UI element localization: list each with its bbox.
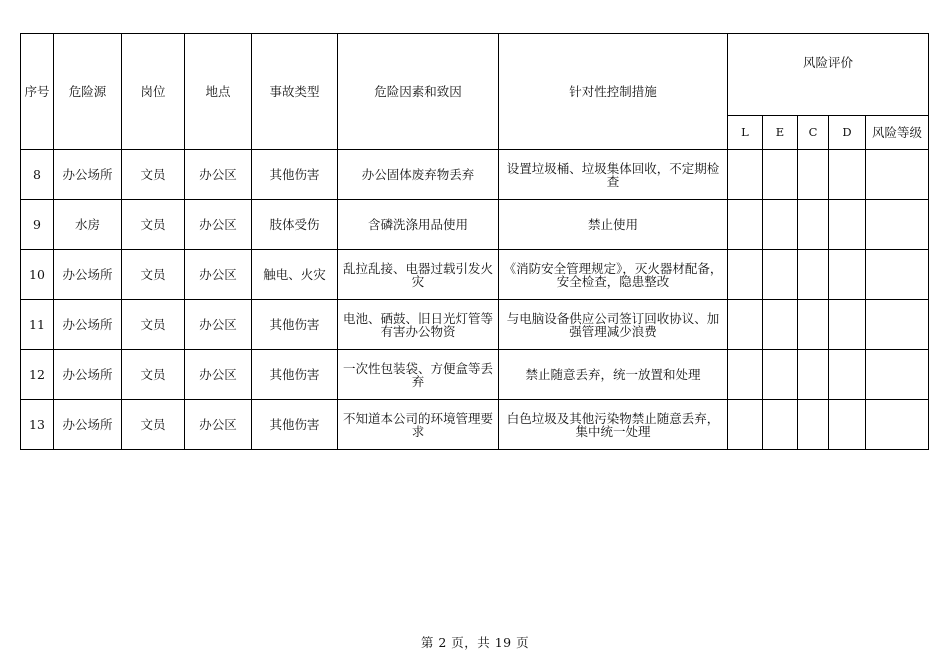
cell-measures: 与电脑设备供应公司签订回收协议、加强管理减少浪费 — [499, 300, 728, 350]
cell-D — [829, 200, 866, 250]
table-row — [21, 200, 929, 250]
cell-L — [728, 250, 763, 300]
table-row — [21, 350, 929, 400]
cell-location: 办公区 — [185, 150, 252, 200]
header-L: L — [728, 116, 763, 150]
cell-accident-type: 其他伤害 — [252, 300, 338, 350]
cell-hazard: 办公场所 — [54, 300, 122, 350]
cell-E — [763, 200, 798, 250]
cell-L — [728, 150, 763, 200]
page-number-footer: 第 2 页，共 19 页 — [420, 635, 530, 650]
cell-L — [728, 300, 763, 350]
cell-location: 办公区 — [185, 250, 252, 300]
cell-C — [798, 200, 829, 250]
table-row — [21, 300, 929, 350]
cell-measures: 禁止随意丢弃，统一放置和处理 — [499, 350, 728, 400]
cell-measures: 《消防安全管理规定》，灭火器材配备，安全检查，隐患整改 — [499, 250, 728, 300]
cell-E — [763, 150, 798, 200]
risk-assessment-table — [20, 33, 929, 450]
cell-C — [798, 300, 829, 350]
cell-seq: 9 — [21, 200, 54, 250]
header-seq: 序号 — [21, 34, 54, 150]
cell-hazard: 办公场所 — [54, 350, 122, 400]
cell-location: 办公区 — [185, 300, 252, 350]
cell-measures: 禁止使用 — [499, 200, 728, 250]
cell-risk-level — [866, 300, 929, 350]
cell-D — [829, 300, 866, 350]
cell-L — [728, 200, 763, 250]
cell-post: 文员 — [122, 400, 185, 450]
cell-measures: 设置垃圾桶、垃圾集体回收，不定期检查 — [499, 150, 728, 200]
cell-D — [829, 150, 866, 200]
header-hazard: 危险源 — [54, 34, 122, 150]
header-D: D — [829, 116, 866, 150]
cell-D — [829, 250, 866, 300]
cell-post: 文员 — [122, 350, 185, 400]
cell-location: 办公区 — [185, 400, 252, 450]
cell-L — [728, 400, 763, 450]
cell-factors: 办公固体废弃物丢弃 — [338, 150, 499, 200]
cell-factors: 电池、硒鼓、旧日光灯管等有害办公物资 — [338, 300, 499, 350]
header-risk-evaluation: 风险评价 — [728, 34, 929, 116]
cell-C — [798, 150, 829, 200]
cell-accident-type: 肢体受伤 — [252, 200, 338, 250]
cell-E — [763, 250, 798, 300]
header-risk-level: 风险等级 — [866, 116, 929, 150]
table-row — [21, 250, 929, 300]
cell-hazard: 办公场所 — [54, 250, 122, 300]
cell-factors: 乱拉乱接、电器过载引发火灾 — [338, 250, 499, 300]
cell-accident-type: 触电、火灾 — [252, 250, 338, 300]
cell-post: 文员 — [122, 300, 185, 350]
cell-accident-type: 其他伤害 — [252, 350, 338, 400]
cell-post: 文员 — [122, 250, 185, 300]
cell-E — [763, 400, 798, 450]
header-location: 地点 — [185, 34, 252, 150]
cell-risk-level — [866, 150, 929, 200]
header-accident-type: 事故类型 — [252, 34, 338, 150]
cell-D — [829, 350, 866, 400]
cell-L — [728, 350, 763, 400]
cell-D — [829, 400, 866, 450]
cell-risk-level — [866, 200, 929, 250]
cell-hazard: 水房 — [54, 200, 122, 250]
cell-risk-level — [866, 350, 929, 400]
cell-seq: 11 — [21, 300, 54, 350]
cell-risk-level — [866, 400, 929, 450]
header-E: E — [763, 116, 798, 150]
cell-accident-type: 其他伤害 — [252, 150, 338, 200]
cell-seq: 12 — [21, 350, 54, 400]
header-row — [21, 34, 929, 116]
cell-accident-type: 其他伤害 — [252, 400, 338, 450]
cell-hazard: 办公场所 — [54, 400, 122, 450]
cell-location: 办公区 — [185, 200, 252, 250]
cell-C — [798, 250, 829, 300]
cell-seq: 13 — [21, 400, 54, 450]
cell-factors: 含磷洗涤用品使用 — [338, 200, 499, 250]
header-post: 岗位 — [122, 34, 185, 150]
header-measures: 针对性控制措施 — [499, 34, 728, 150]
header-C: C — [798, 116, 829, 150]
cell-seq: 8 — [21, 150, 54, 200]
cell-E — [763, 300, 798, 350]
table-row — [21, 400, 929, 450]
cell-factors: 一次性包装袋、方便盒等丢弃 — [338, 350, 499, 400]
cell-C — [798, 400, 829, 450]
cell-C — [798, 350, 829, 400]
cell-measures: 白色垃圾及其他污染物禁止随意丢弃，集中统一处理 — [499, 400, 728, 450]
cell-E — [763, 350, 798, 400]
cell-location: 办公区 — [185, 350, 252, 400]
cell-seq: 10 — [21, 250, 54, 300]
cell-post: 文员 — [122, 200, 185, 250]
cell-hazard: 办公场所 — [54, 150, 122, 200]
cell-post: 文员 — [122, 150, 185, 200]
table-row — [21, 150, 929, 200]
header-factors: 危险因素和致因 — [338, 34, 499, 150]
cell-risk-level — [866, 250, 929, 300]
cell-factors: 不知道本公司的环境管理要求 — [338, 400, 499, 450]
